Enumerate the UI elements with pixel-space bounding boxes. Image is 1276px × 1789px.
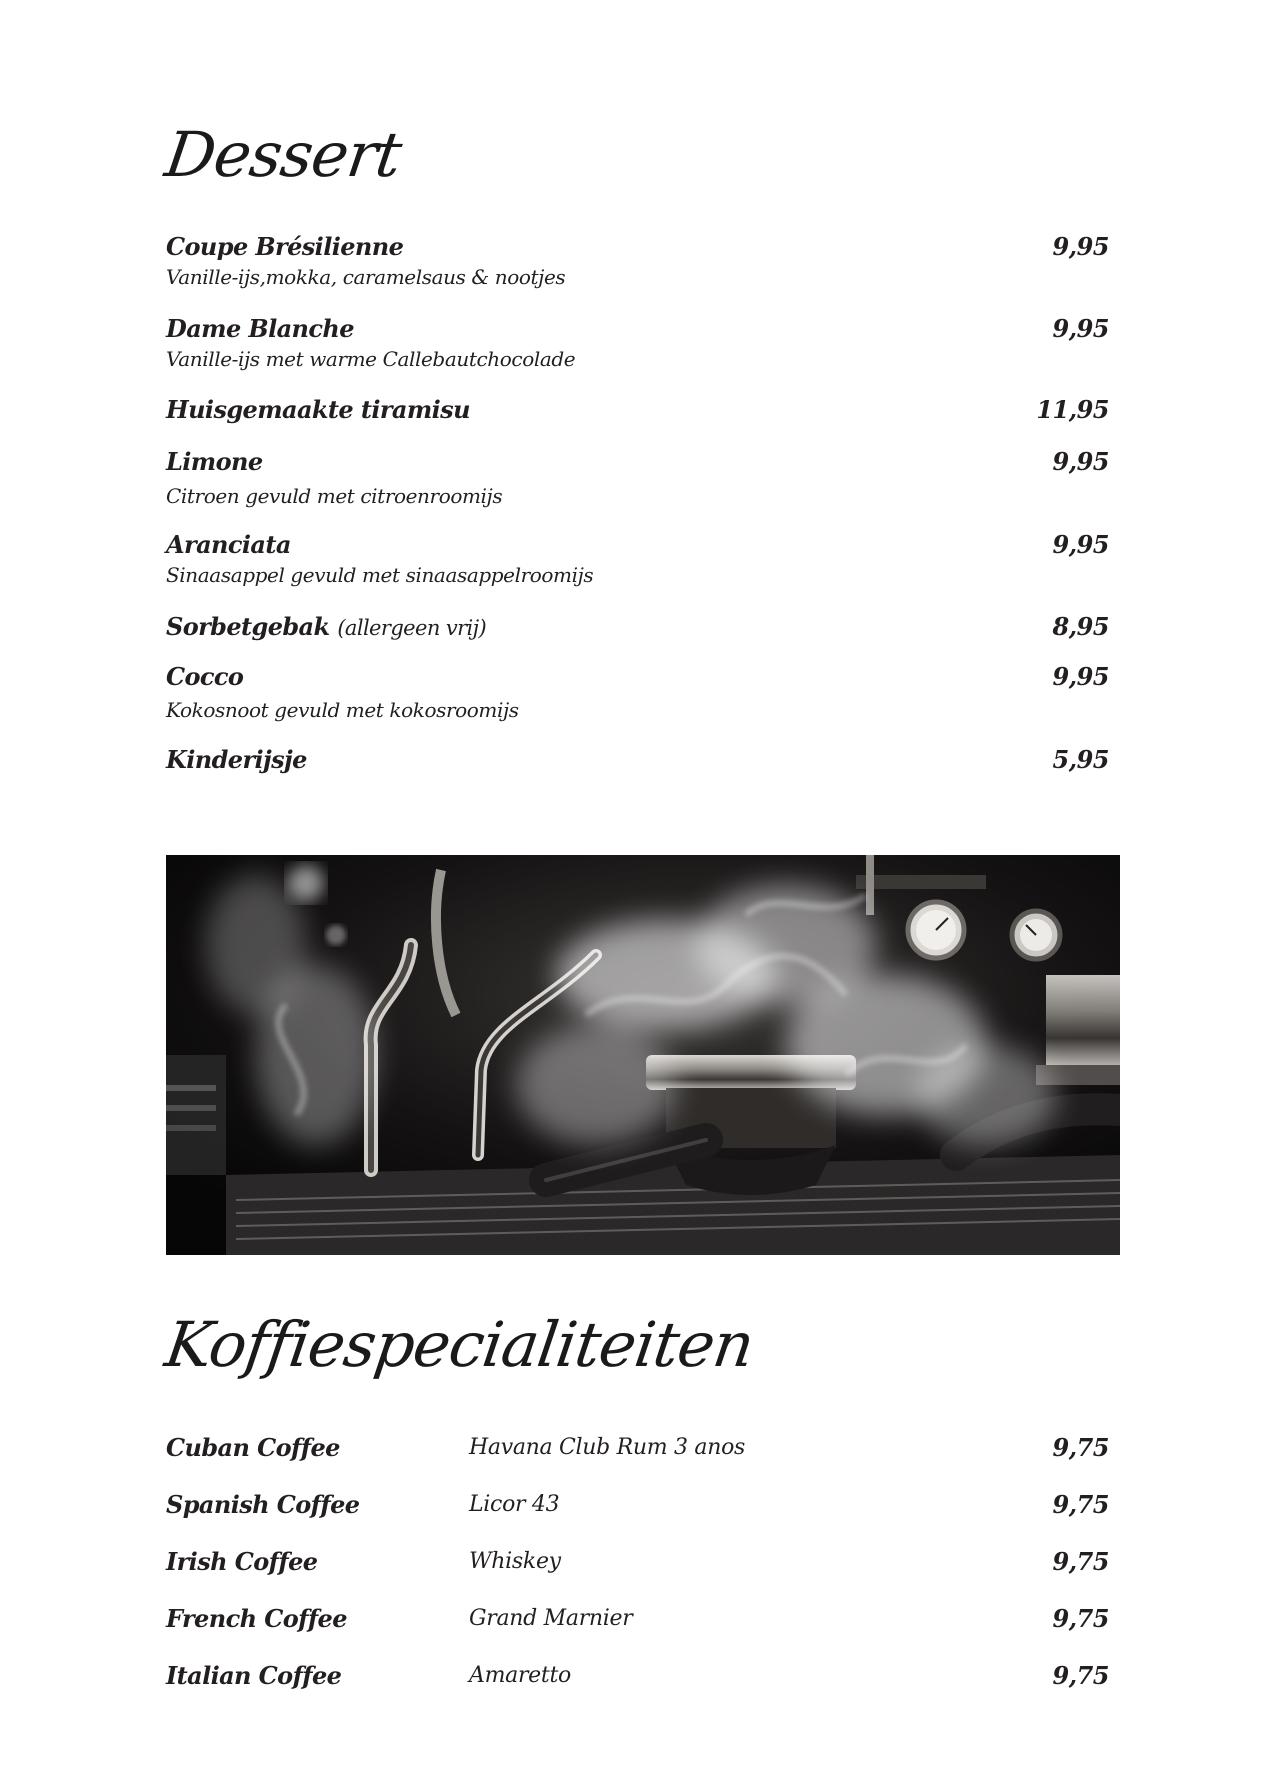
dessert-item-name: Kinderijsje [166, 745, 307, 774]
espresso-machine-illustration [166, 855, 1120, 1255]
dessert-item [166, 745, 1109, 775]
dessert-item-price: 9,95 [1052, 232, 1109, 261]
dessert-item-price: 9,95 [1052, 314, 1109, 343]
dessert-item-description: Citroen gevuld met citroenroomijs [166, 484, 503, 508]
coffee-item-name: French Coffee [166, 1604, 347, 1633]
dessert-section-title: Dessert [160, 118, 406, 191]
dessert-item-name: Sorbetgebak [166, 612, 330, 641]
coffee-item [166, 1489, 1109, 1523]
dessert-item-price: 9,95 [1052, 662, 1109, 691]
coffee-item [166, 1546, 1109, 1580]
dessert-item-price: 5,95 [1052, 745, 1109, 774]
dessert-item [166, 314, 1109, 374]
espresso-machine-photo [166, 855, 1120, 1255]
coffee-item-name: Cuban Coffee [166, 1433, 340, 1462]
dessert-item [166, 612, 1109, 643]
coffee-item-spirit: Havana Club Rum 3 anos [469, 1435, 746, 1460]
dessert-item-name: Huisgemaakte tiramisu [166, 395, 470, 424]
coffee-item-price: 9,75 [1052, 1661, 1109, 1690]
coffee-item-name: Italian Coffee [166, 1661, 342, 1690]
dessert-item-description: Sinaasappel gevuld met sinaasappelroomijs [166, 563, 594, 587]
dessert-item [166, 232, 1109, 292]
dessert-item [166, 530, 1109, 590]
coffee-item-spirit: Amaretto [469, 1663, 571, 1688]
dessert-item [166, 395, 1109, 425]
dessert-item-description: Vanille-ijs,mokka, caramelsaus & nootjes [166, 265, 566, 289]
dessert-item-price: 8,95 [1052, 612, 1109, 641]
koffie-section-title: Koffiespecialiteiten [160, 1308, 758, 1381]
coffee-item-price: 9,75 [1052, 1604, 1109, 1633]
dessert-item-name: Coupe Brésilienne [166, 232, 404, 261]
coffee-item-name: Spanish Coffee [166, 1490, 360, 1519]
dessert-item [166, 447, 1109, 511]
dessert-item-price: 9,95 [1052, 447, 1109, 476]
dessert-item-name: Cocco [166, 662, 244, 691]
coffee-item-price: 9,75 [1052, 1433, 1109, 1462]
dessert-item-name: Limone [166, 447, 263, 476]
coffee-item-price: 9,75 [1052, 1490, 1109, 1519]
dessert-item-description: Kokosnoot gevuld met kokosroomijs [166, 698, 519, 722]
coffee-item-spirit: Whiskey [469, 1549, 561, 1574]
coffee-item [166, 1603, 1109, 1637]
coffee-item-spirit: Grand Marnier [469, 1606, 633, 1631]
dessert-item-price: 11,95 [1036, 395, 1109, 424]
coffee-item [166, 1432, 1109, 1466]
dessert-item [166, 662, 1109, 725]
coffee-item-price: 9,75 [1052, 1547, 1109, 1576]
dessert-item-price: 9,95 [1052, 530, 1109, 559]
dessert-item-name: Dame Blanche [166, 314, 354, 343]
dessert-item-description: Vanille-ijs met warme Callebautchocolade [166, 347, 576, 371]
coffee-item [166, 1660, 1109, 1694]
dessert-item-note: (allergeen vrij) [337, 616, 487, 640]
dessert-item-name: Aranciata [166, 530, 291, 559]
dessert-item-name-line [166, 612, 1109, 643]
coffee-item-name: Irish Coffee [166, 1547, 318, 1576]
coffee-item-spirit: Licor 43 [469, 1492, 560, 1517]
